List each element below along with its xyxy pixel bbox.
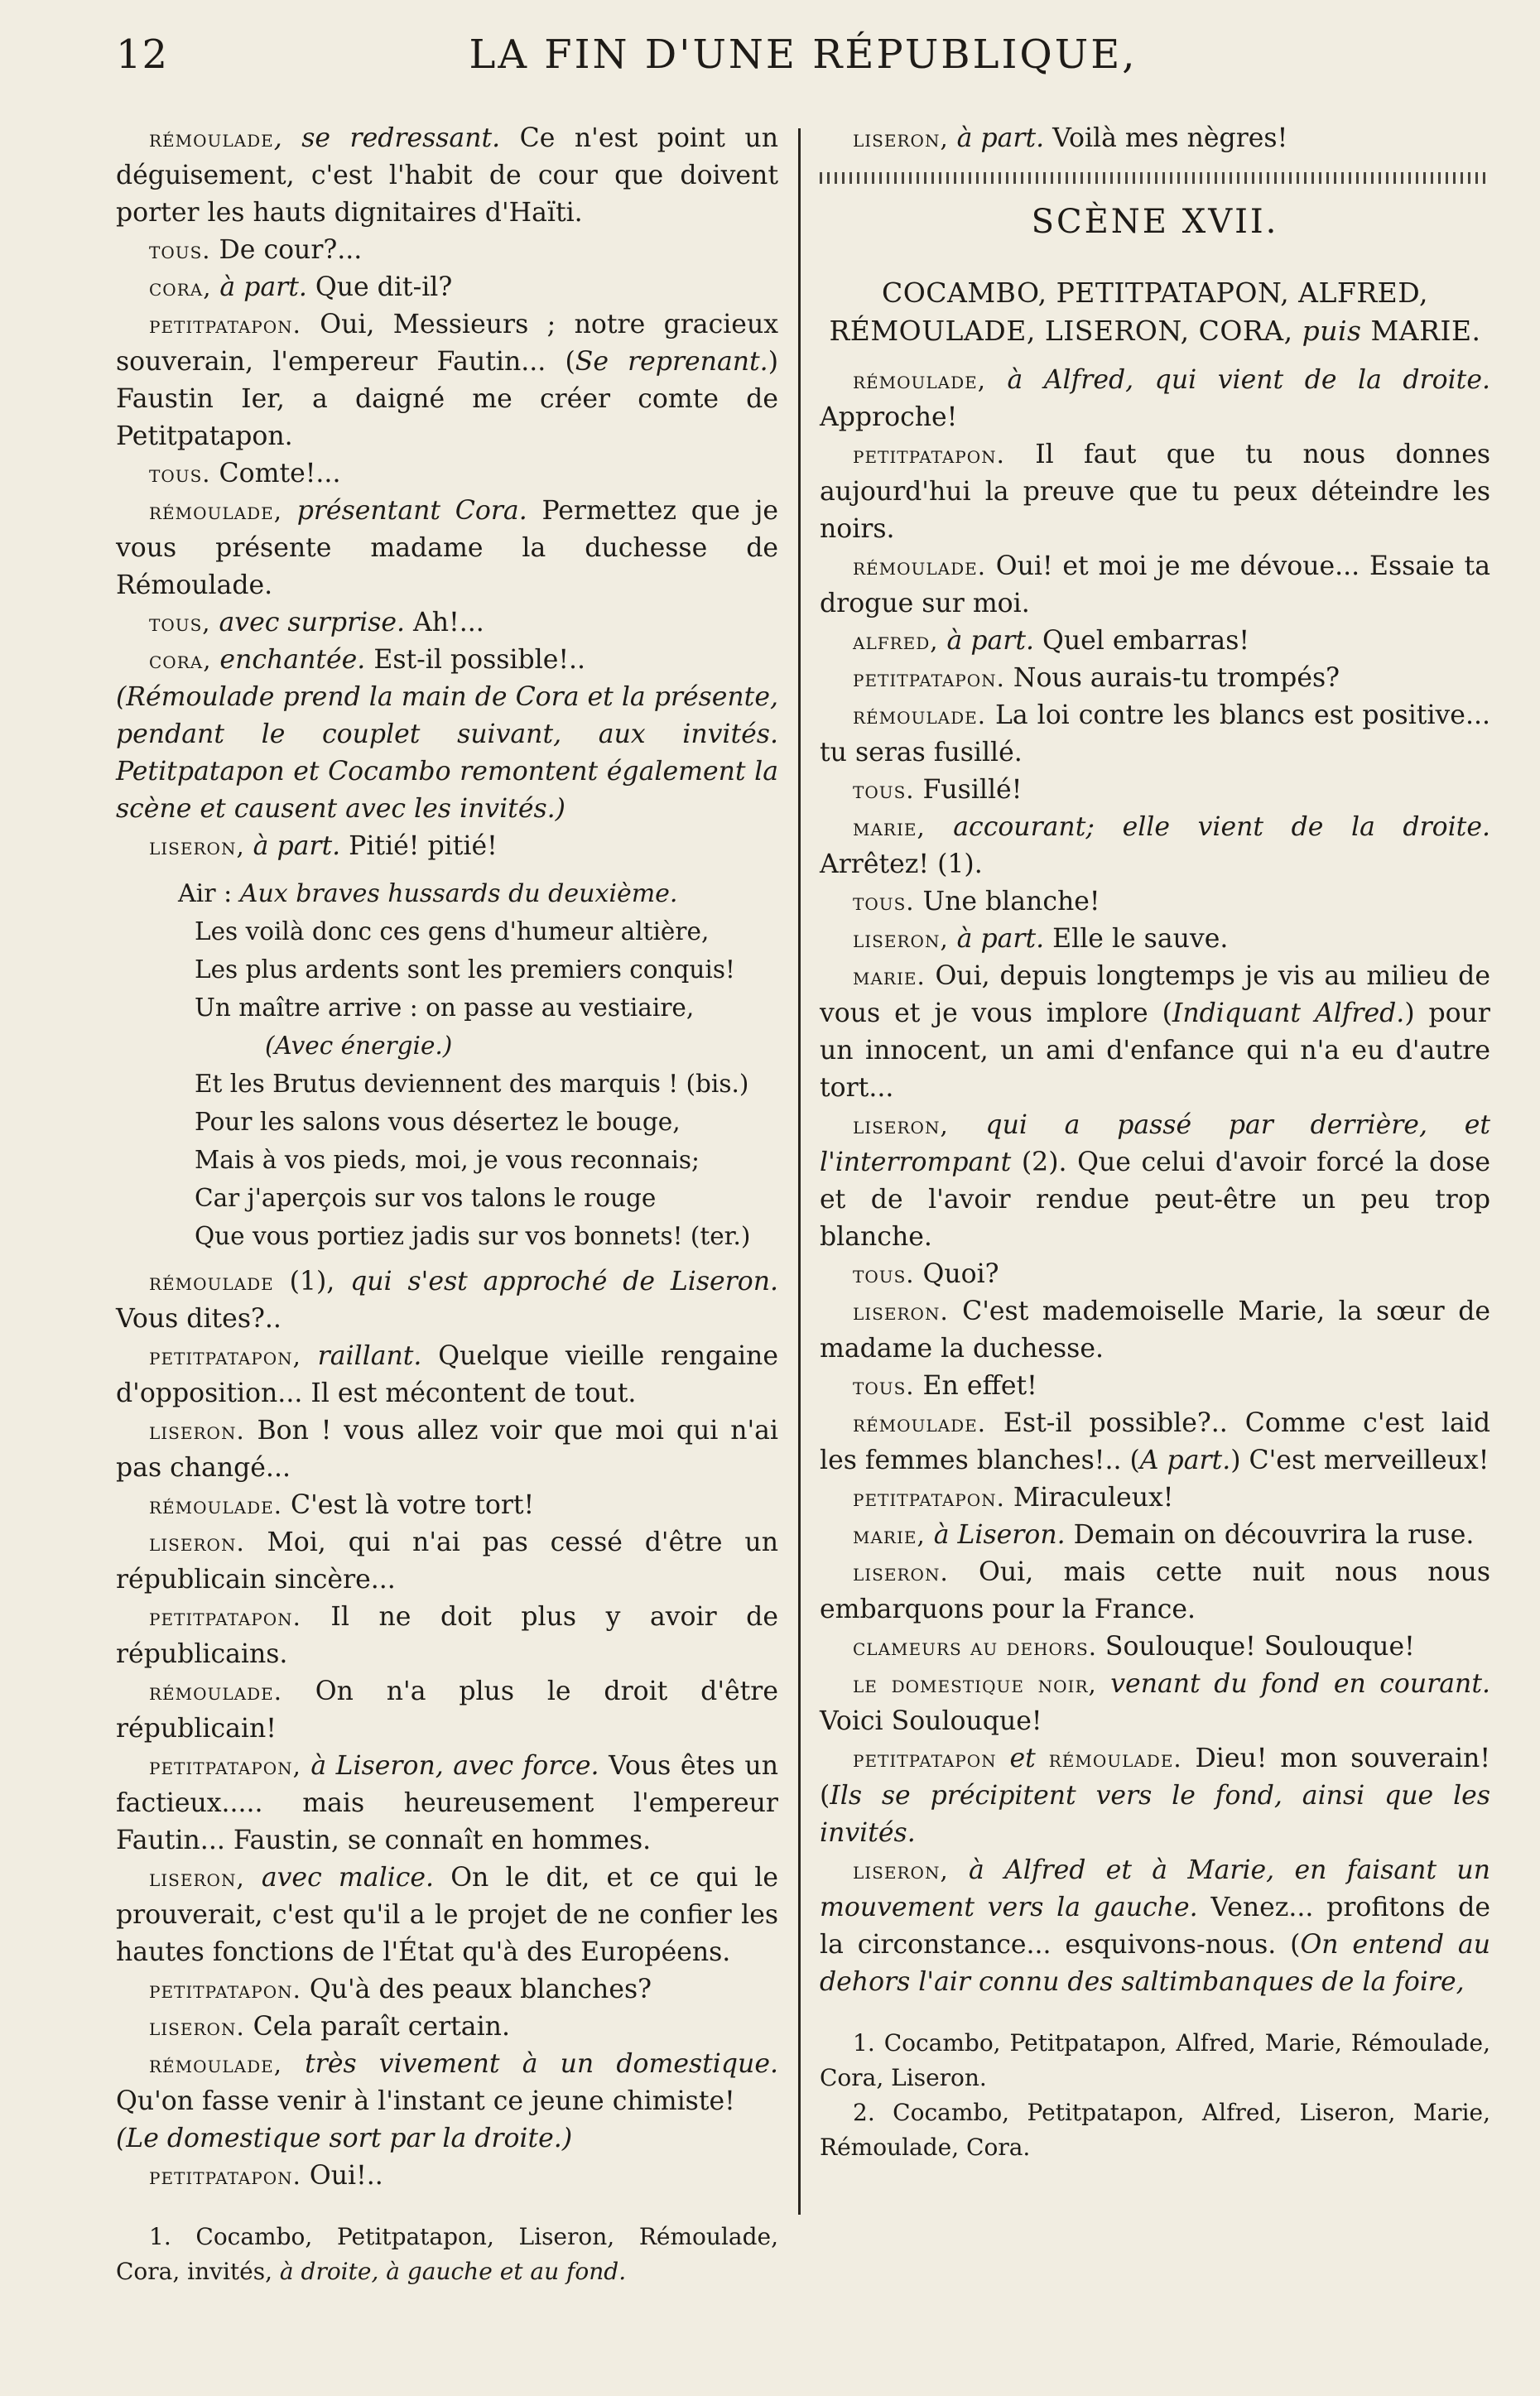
dialogue-line: rémoulade. La loi contre les blancs est positive... tu seras fusillé. xyxy=(820,700,1490,767)
dialogue-line: liseron. Bon ! vous allez voir que moi qui n'ai pas changé... xyxy=(116,1416,778,1483)
stage-direction: (Rémoulade prend la main de Cora et la présente, pendant le couplet suivant, aux invités. Petitpatapon et Cocambo remontent également la scène et causent avec les invités.) xyxy=(116,682,778,824)
dialogue-line: rémoulade, à Alfred, qui vient de la droite. Approche! xyxy=(820,365,1490,432)
dialogue-line: liseron, à part. Voilà mes nègres! xyxy=(853,123,1288,153)
footnotes xyxy=(820,2026,1490,2165)
verse-line: Les voilà donc ces gens d'humeur altière, xyxy=(195,917,710,945)
page-header xyxy=(116,23,1490,89)
right-column xyxy=(820,120,1490,2165)
stage-direction: (Le domestique sort par la droite.) xyxy=(116,2124,573,2153)
dialogue-line: liseron, avec malice. On le dit, et ce qui le prouverait, c'est qu'il a le projet de ne confier les hautes fonctions de l'État qu'à des Européens. xyxy=(116,1863,778,1967)
dialogue-line: tous, avec surprise. Ah!... xyxy=(149,608,484,637)
dialogue-line: rémoulade. Oui! et moi je me dévoue... Essaie ta drogue sur moi. xyxy=(820,551,1490,618)
cast-list: COCAMBO, PETITPATAPON, ALFRED, RÉMOULADE, LISERON, CORA, puis MARIE. xyxy=(829,277,1481,347)
footnotes xyxy=(116,2220,778,2289)
dialogue-line: tous. Quoi? xyxy=(853,1259,999,1289)
dialogue-line: petitpatapon, raillant. Quelque vieille rengaine d'opposition... Il est mécontent de tout. xyxy=(116,1341,778,1408)
dialogue-line: liseron. Oui, mais cette nuit nous nous embarquons pour la France. xyxy=(820,1557,1490,1624)
dialogue-line: petitpatapon. Qu'à des peaux blanches? xyxy=(149,1975,652,2004)
dialogue-line: liseron. Cela paraît certain. xyxy=(149,2012,510,2042)
verse-direction: (Avec énergie.) xyxy=(265,1032,453,1060)
dialogue-line: rémoulade, très vivement à un domestique. Qu'on fasse venir à l'instant ce jeune chimiste! xyxy=(116,2049,778,2116)
dialogue-line: tous. De cour?... xyxy=(149,235,363,265)
verse-line: Car j'aperçois sur vos talons le rouge xyxy=(195,1184,657,1212)
running-title: LA FIN D'UNE RÉPUBLIQUE, xyxy=(469,31,1138,78)
ornamental-divider xyxy=(820,172,1490,184)
dialogue-line: petitpatapon et rémoulade. Dieu! mon souverain! (Ils se précipitent vers le fond, ainsi que les invités. xyxy=(820,1744,1490,1848)
dialogue-line: liseron. Moi, qui n'ai pas cessé d'être un républicain sincère... xyxy=(116,1528,778,1595)
verse-line: Pour les salons vous désertez le bouge, xyxy=(195,1108,681,1136)
dialogue-line: marie, accourant; elle vient de la droite. Arrêtez! (1). xyxy=(820,812,1490,879)
dialogue-line: liseron. C'est mademoiselle Marie, la sœur de madame la duchesse. xyxy=(820,1297,1490,1364)
dialogue-line: marie. Oui, depuis longtemps je vis au milieu de vous et je vous implore (Indiquant Alfred.) pour un innocent, un ami d'enfance qui n'a eu d'autre tort... xyxy=(820,961,1490,1103)
verse-line: Et les Brutus deviennent des marquis ! (bis.) xyxy=(195,1070,749,1098)
verse-line: Un maître arrive : on passe au vestiaire, xyxy=(195,994,695,1022)
dialogue-line: rémoulade. C'est là votre tort! xyxy=(149,1490,535,1520)
scene-title: SCÈNE XVII. xyxy=(1031,203,1279,241)
dialogue-line: cora, à part. Que dit-il? xyxy=(149,272,453,302)
dialogue-line: liseron, à part. Pitié! pitié! xyxy=(149,831,498,861)
dialogue-line: rémoulade, se redressant. Ce n'est point un déguisement, c'est l'habit de cour que doivent porter les hauts dignitaires d'Haïti. xyxy=(116,123,778,228)
dialogue-line: le domestique noir, venant du fond en courant. Voici Soulouque! xyxy=(820,1669,1490,1736)
dialogue-line: rémoulade. On n'a plus le droit d'être républicain! xyxy=(116,1677,778,1744)
dialogue-line: petitpatapon. Nous aurais-tu trompés? xyxy=(853,663,1340,693)
verse-line: Mais à vos pieds, moi, je vous reconnais; xyxy=(195,1146,700,1174)
dialogue-line: rémoulade. Est-il possible?.. Comme c'est laid les femmes blanches!.. (A part.) C'est merveilleux! xyxy=(820,1408,1490,1475)
verse-line: Que vous portiez jadis sur vos bonnets! (ter.) xyxy=(195,1222,751,1250)
dialogue-line: liseron, à Alfred et à Marie, en faisant un mouvement vers la gauche. Venez... profitons de la circonstance... esquivons-nous. (On entend au dehors l'air connu des saltimbanques de la foire, xyxy=(820,1855,1490,1997)
footnote: 1. Cocambo, Petitpatapon, Alfred, Marie, Rémoulade, Cora, Liseron. xyxy=(820,2029,1490,2091)
dialogue-line: rémoulade (1), qui s'est approché de Liseron. Vous dites?.. xyxy=(116,1267,778,1334)
dialogue-line: tous. Comte!... xyxy=(149,459,341,488)
dialogue-line: petitpatapon, à Liseron, avec force. Vous êtes un factieux..... mais heureusement l'empereur Fautin... Faustin, se connaît en hommes. xyxy=(116,1751,778,1855)
footnote: 2. Cocambo, Petitpatapon, Alfred, Liseron, Marie, Rémoulade, Cora. xyxy=(820,2099,1490,2161)
dialogue-line: tous. Fusillé! xyxy=(853,775,1023,805)
air-title: Air : Aux braves hussards du deuxième. xyxy=(178,879,678,908)
dialogue-line: petitpatapon. Oui, Messieurs ; notre gracieux souverain, l'empereur Fautin... (Se reprenant.) Faustin Ier, a daigné me créer comte de Petitpatapon. xyxy=(116,310,778,451)
dialogue-line: alfred, à part. Quel embarras! xyxy=(853,626,1250,656)
dialogue-line: petitpatapon. Oui!.. xyxy=(149,2161,383,2191)
left-column xyxy=(116,120,778,2289)
column-rule xyxy=(798,128,801,2215)
dialogue-line: liseron, qui a passé par derrière, et l'interrompant (2). Que celui d'avoir forcé la dose et de l'avoir rendue peut-être un peu trop blanche. xyxy=(820,1110,1490,1252)
dialogue-line: tous. Une blanche! xyxy=(853,887,1100,917)
dialogue-line: clameurs au dehors. Soulouque! Soulouque! xyxy=(853,1632,1415,1662)
dialogue-line: liseron, à part. Elle le sauve. xyxy=(853,924,1229,954)
footnote: 1. Cocambo, Petitpatapon, Liseron, Rémoulade, Cora, invités, à droite, à gauche et au fond. xyxy=(116,2223,778,2285)
dialogue-line: petitpatapon. Il faut que tu nous donnes aujourd'hui la preuve que tu peux déteindre les noirs. xyxy=(820,440,1490,544)
verse-line: Les plus ardents sont les premiers conquis! xyxy=(195,955,735,984)
dialogue-line: tous. En effet! xyxy=(853,1371,1037,1401)
dialogue-line: cora, enchantée. Est-il possible!.. xyxy=(149,645,586,675)
dialogue-line: petitpatapon. Il ne doit plus y avoir de républicains. xyxy=(116,1602,778,1669)
dialogue-line: marie, à Liseron. Demain on découvrira la ruse. xyxy=(853,1520,1475,1550)
page-number: 12 xyxy=(116,31,169,78)
dialogue-line: rémoulade, présentant Cora. Permettez que je vous présente madame la duchesse de Rémoulade. xyxy=(116,496,778,600)
dialogue-line: petitpatapon. Miraculeux! xyxy=(853,1483,1174,1513)
